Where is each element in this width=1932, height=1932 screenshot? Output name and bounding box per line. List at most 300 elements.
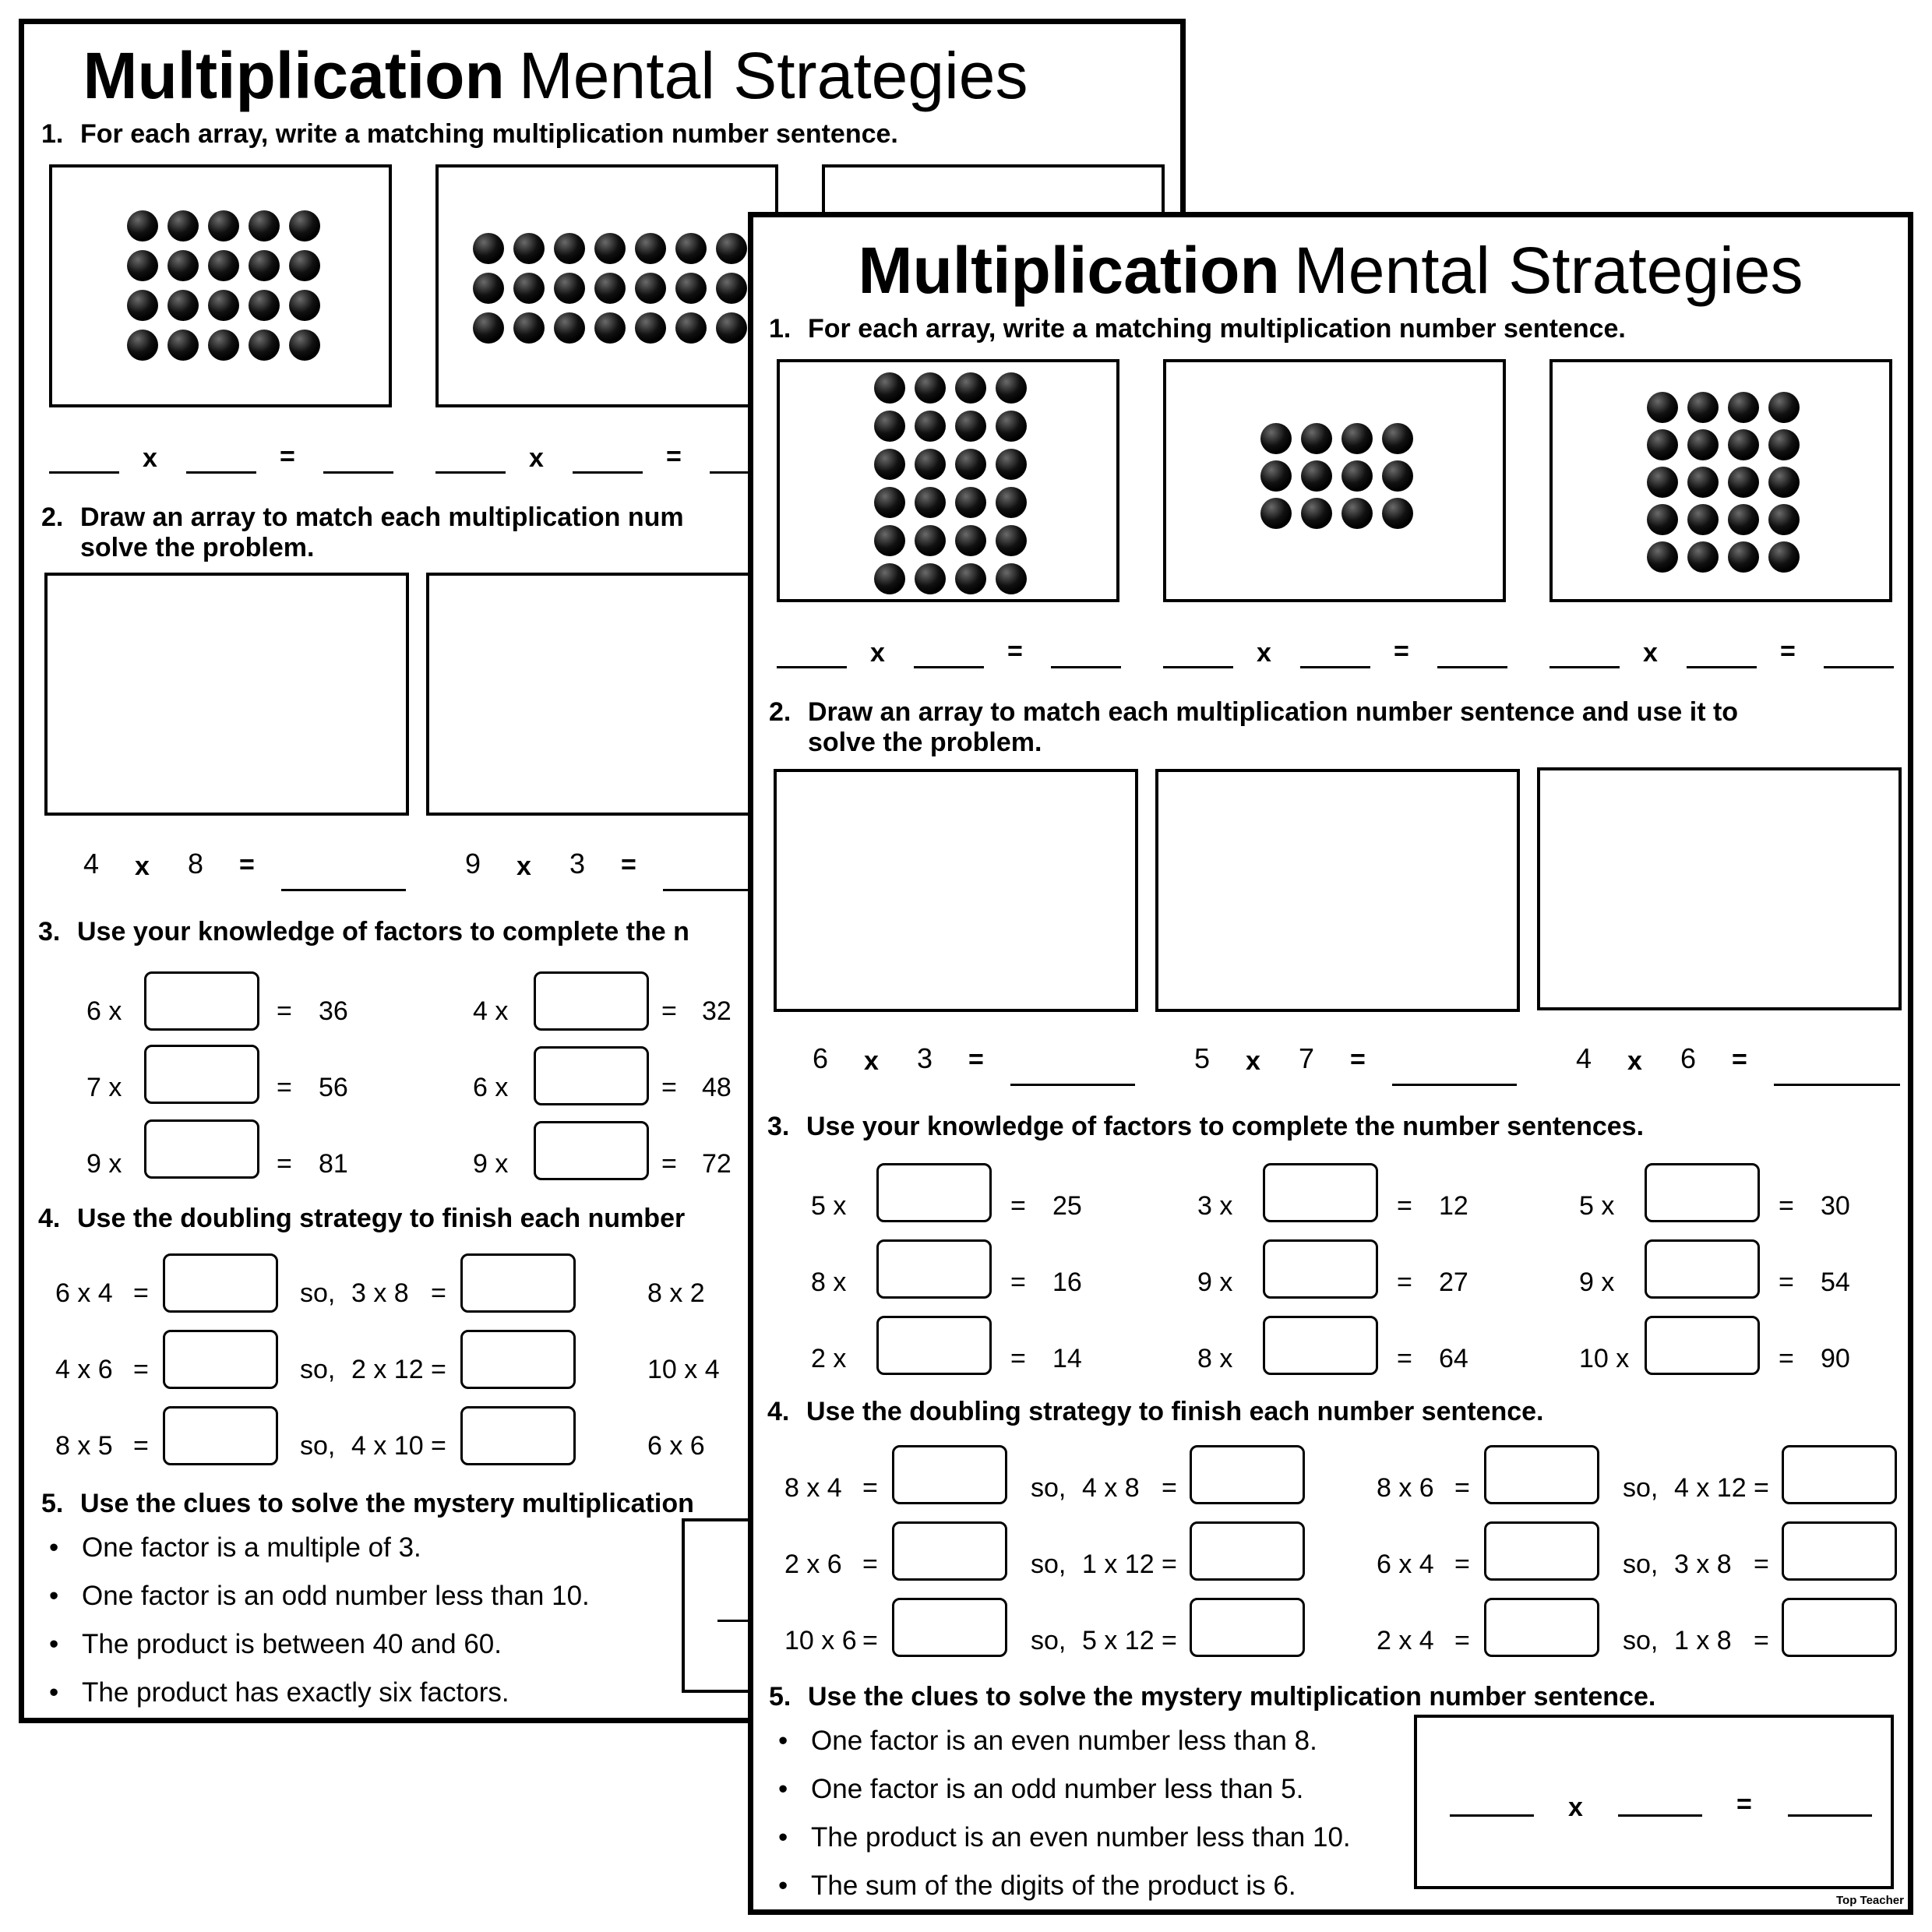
equals-sign: = — [1779, 1267, 1794, 1297]
product-value: 30 — [1821, 1191, 1850, 1221]
factor-prompt: 6 x — [86, 996, 122, 1026]
array-dot — [996, 372, 1027, 404]
array-dot — [996, 487, 1027, 518]
array-dot — [473, 273, 504, 304]
factor-answer-box[interactable] — [876, 1163, 992, 1222]
array-dot — [1647, 504, 1678, 535]
answer-blank[interactable] — [281, 889, 406, 891]
equals-sign: = — [862, 1549, 878, 1579]
factor-prompt: 4 x — [473, 996, 509, 1026]
factor-answer-box[interactable] — [1645, 1316, 1760, 1375]
doubling-answer-box[interactable] — [1484, 1598, 1599, 1657]
doubling-prompt: 4 x 8 — [1082, 1473, 1140, 1503]
array-box — [49, 164, 392, 407]
times-sign: x — [1257, 638, 1271, 668]
question-1: 1. For each array, write a matching multiplication number sentence. — [41, 119, 898, 149]
doubling-answer-box[interactable] — [163, 1253, 278, 1313]
factor-prompt: 9 x — [1197, 1267, 1233, 1297]
doubling-prompt: 8 x 5 — [55, 1431, 113, 1461]
dot-array — [1647, 392, 1800, 573]
array-dot — [1260, 498, 1292, 529]
array-dot — [675, 233, 707, 264]
factor-answer-box[interactable] — [1645, 1239, 1760, 1299]
doubling-prompt: 4 x 12 — [1674, 1473, 1747, 1503]
factor-prompt: 10 x — [1579, 1344, 1630, 1373]
doubling-answer-box[interactable] — [460, 1406, 576, 1465]
times-sign: x — [870, 638, 885, 668]
array-dot — [1728, 429, 1759, 460]
array-dot — [635, 312, 666, 344]
array-dot — [955, 563, 986, 594]
title-bold: Multiplication — [858, 234, 1280, 307]
draw-box[interactable] — [1537, 767, 1902, 1010]
array-dot — [635, 273, 666, 304]
doubling-prompt: 6 x 4 — [1377, 1549, 1434, 1579]
answer-blank[interactable] — [1687, 666, 1757, 668]
worksheet-back: Multiplication Mental Strategies 1. For each array, write a matching multiplication number sentence. x = x = 2. Draw an array to match each multiplication num solve the problem. 4 x 8 = 9 x 3 = 3. Use your knowledge of factors to complete the n 6 x = 36 4 x = 32 7 x = 56 6 x = 48 9 x = 81 9 x = 72 4. Use the doubling strategy to finish each number 6 x 4 = so, 3 x 8 = 8 x 2 4 x 6 = so, 2 x 12 = 10 x 4 8 x 5 = so, 4 x 10 = 6 x 6 5. Use the clues to solve the mystery multiplication • One factor is a multiple of 3. • One factor is an odd number less than 10. • The product is between 40 and 60. • The product has exactly six factors. — [19, 19, 1186, 1723]
doubling-answer-box[interactable] — [460, 1330, 576, 1389]
array-dot — [1768, 467, 1800, 498]
question-5: 5. Use the clues to solve the mystery multiplication — [41, 1489, 694, 1518]
product-value: 54 — [1821, 1267, 1850, 1297]
array-dot — [208, 250, 239, 281]
times-sign: x — [1246, 1046, 1260, 1076]
so-label: so, — [1031, 1473, 1066, 1503]
times-sign: x — [516, 851, 531, 881]
array-dot — [955, 372, 986, 404]
factor-answer-box[interactable] — [1263, 1316, 1378, 1375]
equals-sign: = — [862, 1473, 878, 1503]
doubling-prompt: 10 x 6 — [784, 1626, 857, 1655]
array-dot — [127, 330, 158, 361]
product-value: 56 — [319, 1073, 348, 1102]
clue-item: • The product has exactly six factors. — [82, 1677, 509, 1708]
factor-prompt: 5 x — [1579, 1191, 1615, 1221]
array-dot — [127, 210, 158, 242]
array-dot — [594, 233, 626, 264]
equals-sign: = — [1162, 1626, 1177, 1655]
factor-prompt: 9 x — [86, 1149, 122, 1179]
clue-item: • The product is between 40 and 60. — [82, 1629, 502, 1660]
array-dot — [1647, 429, 1678, 460]
doubling-prompt: 1 x 8 — [1674, 1626, 1732, 1655]
equals-sign: = — [661, 1073, 677, 1102]
equals-sign: = — [1162, 1549, 1177, 1579]
times-sign: x — [135, 851, 150, 881]
doubling-answer-box[interactable] — [1190, 1598, 1305, 1657]
draw-box[interactable] — [774, 769, 1138, 1012]
equals-sign: = — [239, 850, 255, 880]
factor-b: 6 — [1680, 1042, 1697, 1074]
factor-prompt: 9 x — [473, 1149, 509, 1179]
array-dot — [1341, 498, 1373, 529]
clue-item: • One factor is a multiple of 3. — [82, 1532, 421, 1564]
doubling-prompt: 3 x 8 — [351, 1278, 409, 1308]
answer-blank[interactable] — [573, 471, 643, 474]
factor-prompt: 7 x — [86, 1073, 122, 1102]
factor-a: 4 — [1576, 1042, 1592, 1074]
factor-a: 4 — [83, 848, 100, 880]
factor-prompt: 3 x — [1197, 1191, 1233, 1221]
product-value: 72 — [702, 1149, 732, 1179]
so-label: so, — [1031, 1549, 1066, 1579]
array-dot — [249, 290, 280, 321]
array-dot — [915, 487, 946, 518]
array-dot — [594, 273, 626, 304]
array-dot — [554, 233, 585, 264]
array-dot — [716, 233, 747, 264]
times-sign: x — [143, 443, 157, 473]
question-3: 3. Use your knowledge of factors to complete the n — [38, 917, 689, 947]
draw-box[interactable] — [44, 573, 409, 816]
answer-blank[interactable] — [1549, 666, 1620, 668]
array-dot — [955, 449, 986, 480]
array-dot — [1687, 467, 1719, 498]
array-dot — [1341, 423, 1373, 454]
array-dot — [1687, 541, 1719, 573]
doubling-answer-box[interactable] — [892, 1598, 1007, 1657]
answer-blank[interactable] — [1300, 666, 1370, 668]
array-dot — [716, 273, 747, 304]
array-dot — [167, 250, 199, 281]
factor-answer-box[interactable] — [144, 1119, 259, 1179]
equals-sign: = — [862, 1626, 878, 1655]
factor-prompt: 6 x — [473, 1073, 509, 1102]
factor-prompt: 2 x — [811, 1344, 847, 1373]
array-dot — [1647, 467, 1678, 498]
array-dot — [716, 312, 747, 344]
array-dot — [1768, 392, 1800, 423]
answer-blank[interactable] — [1618, 1814, 1702, 1817]
array-dot — [473, 233, 504, 264]
factor-answer-box[interactable] — [534, 1046, 649, 1105]
array-dot — [594, 312, 626, 344]
array-box — [1163, 359, 1506, 602]
doubling-answer-box[interactable] — [1484, 1445, 1599, 1504]
worksheet-title — [19, 39, 1180, 112]
array-dot — [1768, 541, 1800, 573]
title-light: Mental Strategies — [518, 39, 1028, 112]
doubling-answer-box[interactable] — [1190, 1521, 1305, 1581]
array-dot — [955, 525, 986, 556]
equals-sign: = — [1779, 1344, 1794, 1373]
array-dot — [874, 372, 905, 404]
doubling-answer-box[interactable] — [892, 1521, 1007, 1581]
array-dot — [513, 312, 545, 344]
dot-array — [1260, 423, 1413, 529]
equals-sign: = — [1007, 636, 1023, 666]
times-sign: x — [529, 443, 544, 473]
array-dot — [1768, 504, 1800, 535]
array-dot — [289, 290, 320, 321]
factor-a: 5 — [1194, 1042, 1211, 1074]
array-dot — [1728, 392, 1759, 423]
equals-sign: = — [1754, 1626, 1769, 1655]
product-value: 25 — [1052, 1191, 1082, 1221]
factor-prompt: 8 x — [1197, 1344, 1233, 1373]
product-value: 12 — [1439, 1191, 1468, 1221]
product-value: 14 — [1052, 1344, 1082, 1373]
answer-blank[interactable] — [435, 471, 506, 474]
array-dot — [208, 290, 239, 321]
equals-sign: = — [1732, 1045, 1747, 1074]
worksheet-front — [748, 212, 1913, 1915]
clue-item: • One factor is an odd number less than 5. — [811, 1774, 1303, 1805]
product-value: 16 — [1052, 1267, 1082, 1297]
draw-box[interactable] — [426, 573, 791, 816]
equals-sign: = — [1454, 1549, 1470, 1579]
dot-array — [473, 233, 747, 344]
doubling-answer-box[interactable] — [1782, 1445, 1897, 1504]
answer-blank[interactable] — [1788, 1814, 1872, 1817]
equals-sign: = — [1162, 1473, 1177, 1503]
draw-box[interactable] — [1155, 769, 1520, 1012]
equals-sign: = — [1010, 1191, 1026, 1221]
array-dot — [1260, 460, 1292, 492]
clue-item: • The sum of the digits of the product is 6. — [811, 1870, 1296, 1902]
array-box — [777, 359, 1119, 602]
array-dot — [249, 330, 280, 361]
array-dot — [675, 273, 707, 304]
equals-sign: = — [661, 1149, 677, 1179]
doubling-answer-box[interactable] — [892, 1445, 1007, 1504]
doubling-answer-box[interactable] — [163, 1406, 278, 1465]
equals-sign: = — [280, 442, 295, 471]
answer-blank[interactable] — [1450, 1814, 1534, 1817]
doubling-prompt: 8 x 4 — [784, 1473, 842, 1503]
array-dot — [1341, 460, 1373, 492]
times-sign: x — [1627, 1046, 1642, 1076]
question-2: 2. Draw an array to match each multiplication num solve the problem. — [41, 502, 684, 562]
equals-sign: = — [1454, 1473, 1470, 1503]
answer-blank[interactable] — [1392, 1084, 1517, 1086]
array-dot — [208, 330, 239, 361]
equals-sign: = — [1779, 1191, 1794, 1221]
factor-answer-box[interactable] — [144, 971, 259, 1031]
equals-sign: = — [1454, 1626, 1470, 1655]
equals-sign: = — [1754, 1549, 1769, 1579]
array-dot — [1647, 392, 1678, 423]
answer-blank[interactable] — [49, 471, 119, 474]
array-dot — [1260, 423, 1292, 454]
factor-answer-box[interactable] — [1263, 1163, 1378, 1222]
array-dot — [127, 250, 158, 281]
factor-b: 8 — [188, 848, 204, 880]
array-dot — [874, 563, 905, 594]
equals-sign: = — [277, 996, 292, 1026]
array-dot — [1768, 429, 1800, 460]
doubling-prompt: 6 x 6 — [647, 1431, 705, 1461]
doubling-prompt: 2 x 4 — [1377, 1626, 1434, 1655]
product-value: 64 — [1439, 1344, 1468, 1373]
doubling-prompt: 6 x 4 — [55, 1278, 113, 1308]
dot-array — [127, 210, 320, 361]
question-4: 4. Use the doubling strategy to finish each number — [38, 1204, 686, 1233]
array-dot — [1687, 392, 1719, 423]
answer-blank[interactable] — [186, 471, 256, 474]
dot-array — [874, 372, 1027, 594]
title-bold: Multiplication — [83, 39, 505, 112]
array-dot — [635, 233, 666, 264]
array-dot — [1382, 498, 1413, 529]
equals-sign: = — [277, 1073, 292, 1102]
so-label: so, — [1623, 1473, 1659, 1503]
product-value: 27 — [1439, 1267, 1468, 1297]
array-dot — [996, 411, 1027, 442]
doubling-prompt: 10 x 4 — [647, 1355, 720, 1384]
array-dot — [208, 210, 239, 242]
mystery-answer-box[interactable] — [1414, 1715, 1894, 1889]
equals-sign: = — [1397, 1344, 1412, 1373]
factor-answer-box[interactable] — [1645, 1163, 1760, 1222]
array-dot — [1301, 423, 1332, 454]
array-dot — [127, 290, 158, 321]
answer-blank[interactable] — [1824, 666, 1894, 668]
array-dot — [915, 563, 946, 594]
so-label: so, — [1031, 1626, 1066, 1655]
times-sign: x — [864, 1046, 879, 1076]
factor-a: 9 — [465, 848, 481, 880]
doubling-prompt: 5 x 12 — [1082, 1626, 1155, 1655]
equals-sign: = — [1394, 636, 1409, 666]
factor-b: 3 — [917, 1042, 933, 1074]
factor-a: 6 — [813, 1042, 829, 1074]
array-box — [435, 164, 778, 407]
factor-answer-box[interactable] — [534, 971, 649, 1031]
so-label: so, — [1623, 1549, 1659, 1579]
doubling-answer-box[interactable] — [163, 1330, 278, 1389]
array-dot — [955, 411, 986, 442]
worksheet-title — [753, 234, 1908, 307]
factor-answer-box[interactable] — [1263, 1239, 1378, 1299]
factor-b: 3 — [569, 848, 586, 880]
question-2: 2. Draw an array to match each multiplication number sentence and use it to solve the problem. — [769, 697, 1739, 757]
doubling-prompt: 3 x 8 — [1674, 1549, 1732, 1579]
doubling-prompt: 4 x 6 — [55, 1355, 113, 1384]
doubling-answer-box[interactable] — [1190, 1445, 1305, 1504]
question-4: 4. Use the doubling strategy to finish each number sentence. — [767, 1397, 1544, 1426]
equals-sign: = — [1010, 1267, 1026, 1297]
array-dot — [249, 210, 280, 242]
clue-item: • The product is an even number less than 10. — [811, 1822, 1351, 1853]
equals-sign: = — [968, 1045, 984, 1074]
equals-sign: = — [666, 442, 682, 471]
factor-b: 7 — [1299, 1042, 1315, 1074]
brand-logo-text: Top Teacher — [1836, 1894, 1904, 1907]
array-dot — [554, 312, 585, 344]
factor-prompt: 9 x — [1579, 1267, 1615, 1297]
equals-sign: = — [277, 1149, 292, 1179]
doubling-prompt: 8 x 2 — [647, 1278, 705, 1308]
question-5: 5. Use the clues to solve the mystery multiplication number sentence. — [769, 1682, 1656, 1712]
array-dot — [289, 250, 320, 281]
array-dot — [1728, 541, 1759, 573]
doubling-answer-box[interactable] — [1782, 1521, 1897, 1581]
factor-prompt: 5 x — [811, 1191, 847, 1221]
answer-blank[interactable] — [777, 666, 847, 668]
equals-sign: = — [1397, 1267, 1412, 1297]
product-value: 32 — [702, 996, 732, 1026]
equals-sign: = — [661, 996, 677, 1026]
doubling-prompt: 2 x 6 — [784, 1549, 842, 1579]
answer-blank[interactable] — [323, 471, 393, 474]
title-light: Mental Strategies — [1293, 234, 1803, 307]
array-dot — [167, 210, 199, 242]
array-dot — [1647, 541, 1678, 573]
answer-blank[interactable] — [914, 666, 984, 668]
array-dot — [513, 233, 545, 264]
array-dot — [1728, 504, 1759, 535]
array-dot — [874, 487, 905, 518]
array-dot — [1687, 429, 1719, 460]
array-dot — [1382, 423, 1413, 454]
array-dot — [675, 312, 707, 344]
array-dot — [289, 210, 320, 242]
product-value: 90 — [1821, 1344, 1850, 1373]
equals-sign: = — [1350, 1045, 1366, 1074]
array-dot — [874, 525, 905, 556]
doubling-answer-box[interactable] — [1484, 1521, 1599, 1581]
doubling-answer-box[interactable] — [1782, 1598, 1897, 1657]
array-dot — [249, 250, 280, 281]
array-dot — [996, 563, 1027, 594]
answer-blank[interactable] — [1163, 666, 1233, 668]
factor-answer-box[interactable] — [876, 1239, 992, 1299]
equals-sign: = — [1754, 1473, 1769, 1503]
answer-blank[interactable] — [1437, 666, 1507, 668]
answer-blank[interactable] — [1010, 1084, 1135, 1086]
doubling-prompt: 8 x 6 — [1377, 1473, 1434, 1503]
question-1: 1. For each array, write a matching multiplication number sentence. — [769, 314, 1626, 344]
times-sign: x — [1643, 638, 1658, 668]
array-dot — [167, 290, 199, 321]
array-box — [1549, 359, 1892, 602]
factor-prompt: 8 x — [811, 1267, 847, 1297]
equals-sign: = — [1736, 1789, 1752, 1819]
so-label: so, — [1623, 1626, 1659, 1655]
factor-answer-box[interactable] — [534, 1121, 649, 1180]
array-dot — [915, 411, 946, 442]
array-dot — [996, 525, 1027, 556]
array-dot — [473, 312, 504, 344]
product-value: 81 — [319, 1149, 348, 1179]
array-dot — [1687, 504, 1719, 535]
doubling-prompt: 2 x 12 — [351, 1355, 424, 1384]
array-dot — [996, 449, 1027, 480]
array-dot — [1301, 498, 1332, 529]
equals-sign: = — [621, 850, 636, 880]
doubling-prompt: 4 x 10 — [351, 1431, 424, 1461]
equals-sign: = — [1397, 1191, 1412, 1221]
array-dot — [513, 273, 545, 304]
array-dot — [874, 411, 905, 442]
array-dot — [915, 525, 946, 556]
factor-answer-box[interactable] — [876, 1316, 992, 1375]
array-dot — [167, 330, 199, 361]
clue-item: • One factor is an odd number less than 10. — [82, 1581, 590, 1612]
array-dot — [289, 330, 320, 361]
answer-blank[interactable] — [1774, 1084, 1900, 1086]
factor-answer-box[interactable] — [144, 1045, 259, 1104]
array-dot — [1728, 467, 1759, 498]
array-dot — [1382, 460, 1413, 492]
answer-blank[interactable] — [1051, 666, 1121, 668]
array-dot — [554, 273, 585, 304]
product-value: 36 — [319, 996, 348, 1026]
doubling-answer-box[interactable] — [460, 1253, 576, 1313]
array-dot — [874, 449, 905, 480]
doubling-prompt: 1 x 12 — [1082, 1549, 1155, 1579]
